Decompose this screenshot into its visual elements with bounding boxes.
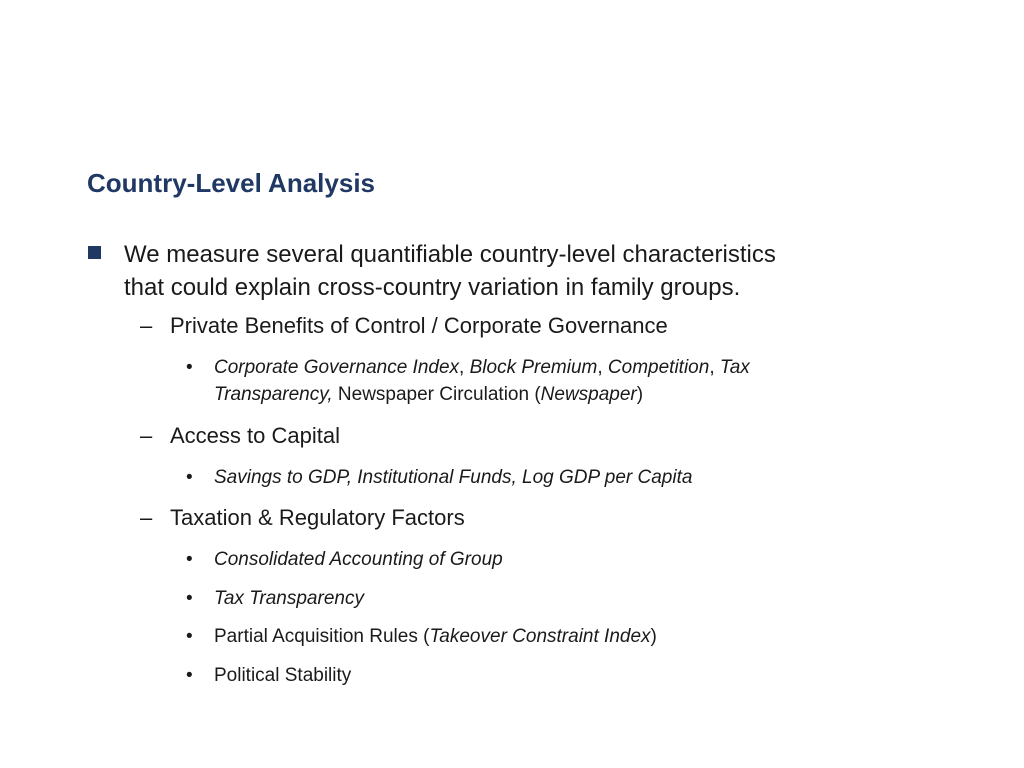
takeover-constraint-index: Takeover Constraint Index bbox=[429, 626, 651, 647]
square-bullet-icon bbox=[88, 246, 101, 259]
detail-text bbox=[214, 623, 904, 650]
tax: Tax bbox=[719, 357, 750, 378]
detail-text: Consolidated Accounting of Group bbox=[214, 549, 503, 570]
partial-acquisition-rules: Partial Acquisition Rules ( bbox=[214, 626, 430, 647]
dash-bullet-icon: – bbox=[140, 313, 153, 338]
dash-bullet-icon: – bbox=[140, 423, 153, 448]
dot-bullet-icon: • bbox=[186, 626, 193, 647]
detail-text: Tax Transparency bbox=[214, 588, 364, 609]
main-bullet-line-1: We measure several quantifiable country-level characteristics bbox=[124, 241, 776, 268]
dot-bullet-icon: • bbox=[186, 467, 193, 488]
main-bullet-text bbox=[124, 238, 924, 304]
slide-title: Country-Level Analysis bbox=[87, 168, 376, 198]
corporate-governance-index: Corporate Governance Index bbox=[214, 357, 460, 378]
block-premium: Block Premium bbox=[469, 357, 598, 378]
separator: , bbox=[709, 357, 720, 378]
dot-bullet-icon: • bbox=[186, 549, 193, 570]
close-paren: ) bbox=[636, 384, 644, 405]
sub-bullet-label: Access to Capital bbox=[170, 423, 340, 448]
dot-bullet-icon: • bbox=[186, 588, 193, 609]
transparency: Transparency, bbox=[214, 384, 333, 405]
competition: Competition bbox=[607, 357, 710, 378]
detail-text bbox=[214, 354, 904, 408]
dot-bullet-icon: • bbox=[186, 665, 193, 686]
newspaper: Newspaper bbox=[540, 384, 637, 405]
separator: , bbox=[597, 357, 608, 378]
dot-bullet-icon: • bbox=[186, 357, 193, 378]
main-bullet-line-2: that could explain cross-country variation in family groups. bbox=[124, 274, 741, 301]
sub-bullet-label: Private Benefits of Control / Corporate Governance bbox=[170, 313, 668, 338]
separator: , bbox=[459, 357, 470, 378]
sub-bullet-label: Taxation & Regulatory Factors bbox=[170, 505, 465, 530]
dash-bullet-icon: – bbox=[140, 505, 153, 530]
newspaper-circulation: Newspaper Circulation ( bbox=[332, 384, 541, 405]
close-paren: ) bbox=[650, 626, 657, 647]
detail-text: Savings to GDP, Institutional Funds, Log GDP per Capita bbox=[214, 467, 693, 488]
detail-text: Political Stability bbox=[214, 665, 352, 686]
